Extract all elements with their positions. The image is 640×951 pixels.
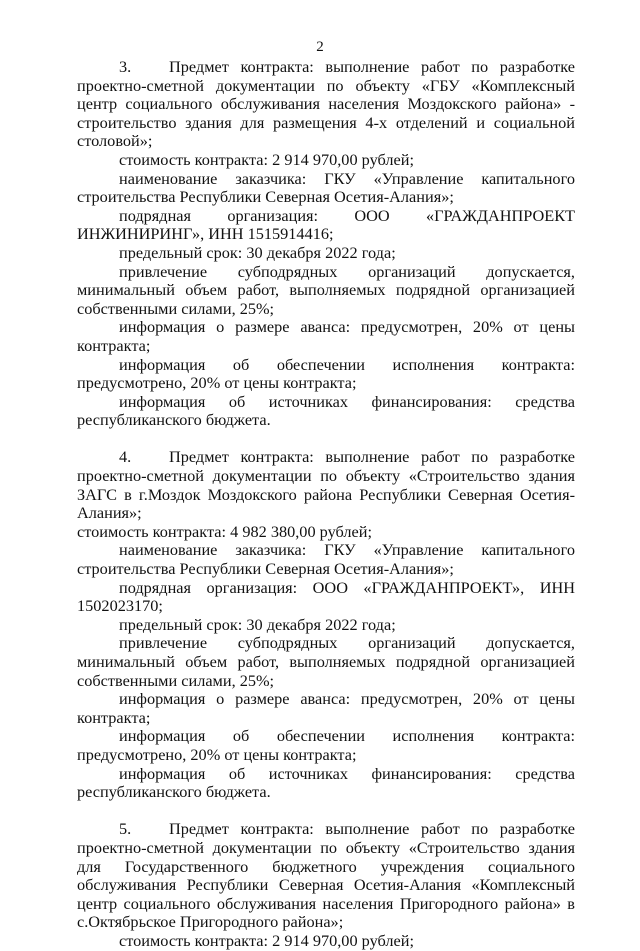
contract-section-5	[77, 820, 575, 950]
contract-subject: 5. Предмет контракта: выполнение работ по разработке проектно-сметной документации по объекту «Строительство здания для Государственного бюджетного учреждения социального обслуживания Республики Северная Осетия-Алания «Комплексный центр социального обслуживания населения Пригородного района» в с.Октябрьское Пригородного района»;	[77, 819, 575, 932]
contract-funding: информация об источниках финансирования: средства республиканского бюджета.	[77, 391, 575, 430]
contract-subcontract: привлечение субподрядных организаций допускается, минимальный объем работ, выполняемых подрядной организацией собственными силами, 25%;	[77, 633, 575, 690]
contract-customer: наименование заказчика: ГКУ «Управление капитального строительства Республики Северная Осетия-Алания»;	[77, 540, 575, 579]
section-number: 4.	[119, 447, 132, 467]
section-spacer	[77, 430, 575, 449]
contract-cost: стоимость контракта: 2 914 970,00 рублей;	[119, 149, 414, 169]
contract-subcontract: привлечение субподрядных организаций допускается, минимальный объем работ, выполняемых подрядной организацией собственными силами, 25%;	[77, 261, 575, 318]
contract-deadline: предельный срок: 30 декабря 2022 года;	[119, 242, 396, 262]
contract-security: информация об обеспечении исполнения контракта: предусмотрено, 20% от цены контракта;	[77, 354, 575, 393]
contract-advance: информация о размере аванса: предусмотрен, 20% от цены контракта;	[77, 317, 575, 355]
contract-customer: наименование заказчика: ГКУ «Управление капитального строительства Республики Северная Осетия-Алания»;	[77, 168, 575, 207]
document-body	[77, 58, 575, 951]
contract-deadline: предельный срок: 30 декабря 2022 года;	[119, 614, 396, 634]
contract-section-3	[77, 58, 575, 430]
contract-section-4	[77, 448, 575, 801]
page-number: 2	[316, 39, 324, 55]
contract-subject: 4. Предмет контракта: выполнение работ по разработке проектно-сметной документации по объекту «Строительство здания ЗАГС в г.Моздок Моздокского района Республики Северная Осетия-Алания»;	[77, 447, 575, 523]
contract-advance: информация о размере аванса: предусмотрен, 20% от цены контракта;	[77, 689, 575, 727]
contract-contractor: подрядная организация: ООО «ГРАЖДАНПРОЕКТ ИНЖИНИРИНГ», ИНН 1515914416;	[77, 205, 575, 244]
contract-funding: информация об источниках финансирования: средства республиканского бюджета.	[77, 763, 575, 802]
contract-contractor: подрядная организация: ООО «ГРАЖДАНПРОЕКТ», ИНН 1502023170;	[77, 577, 575, 616]
contract-cost: стоимость контракта: 4 982 380,00 рублей;	[77, 521, 372, 541]
section-number: 3.	[119, 57, 132, 76]
section-number: 5.	[119, 819, 132, 839]
contract-cost: стоимость контракта: 2 914 970,00 рублей;	[119, 930, 414, 950]
contract-security: информация об обеспечении исполнения контракта: предусмотрено, 20% от цены контракта;	[77, 726, 575, 764]
section-spacer	[77, 802, 575, 821]
contract-subject: 3. Предмет контракта: выполнение работ по разработке проектно-сметной документации по объекту «ГБУ «Комплексный центр социального обслуживания населения Моздокского района» - строительство здания для размещения 4-х отделений и социальной столовой»;	[77, 57, 575, 151]
